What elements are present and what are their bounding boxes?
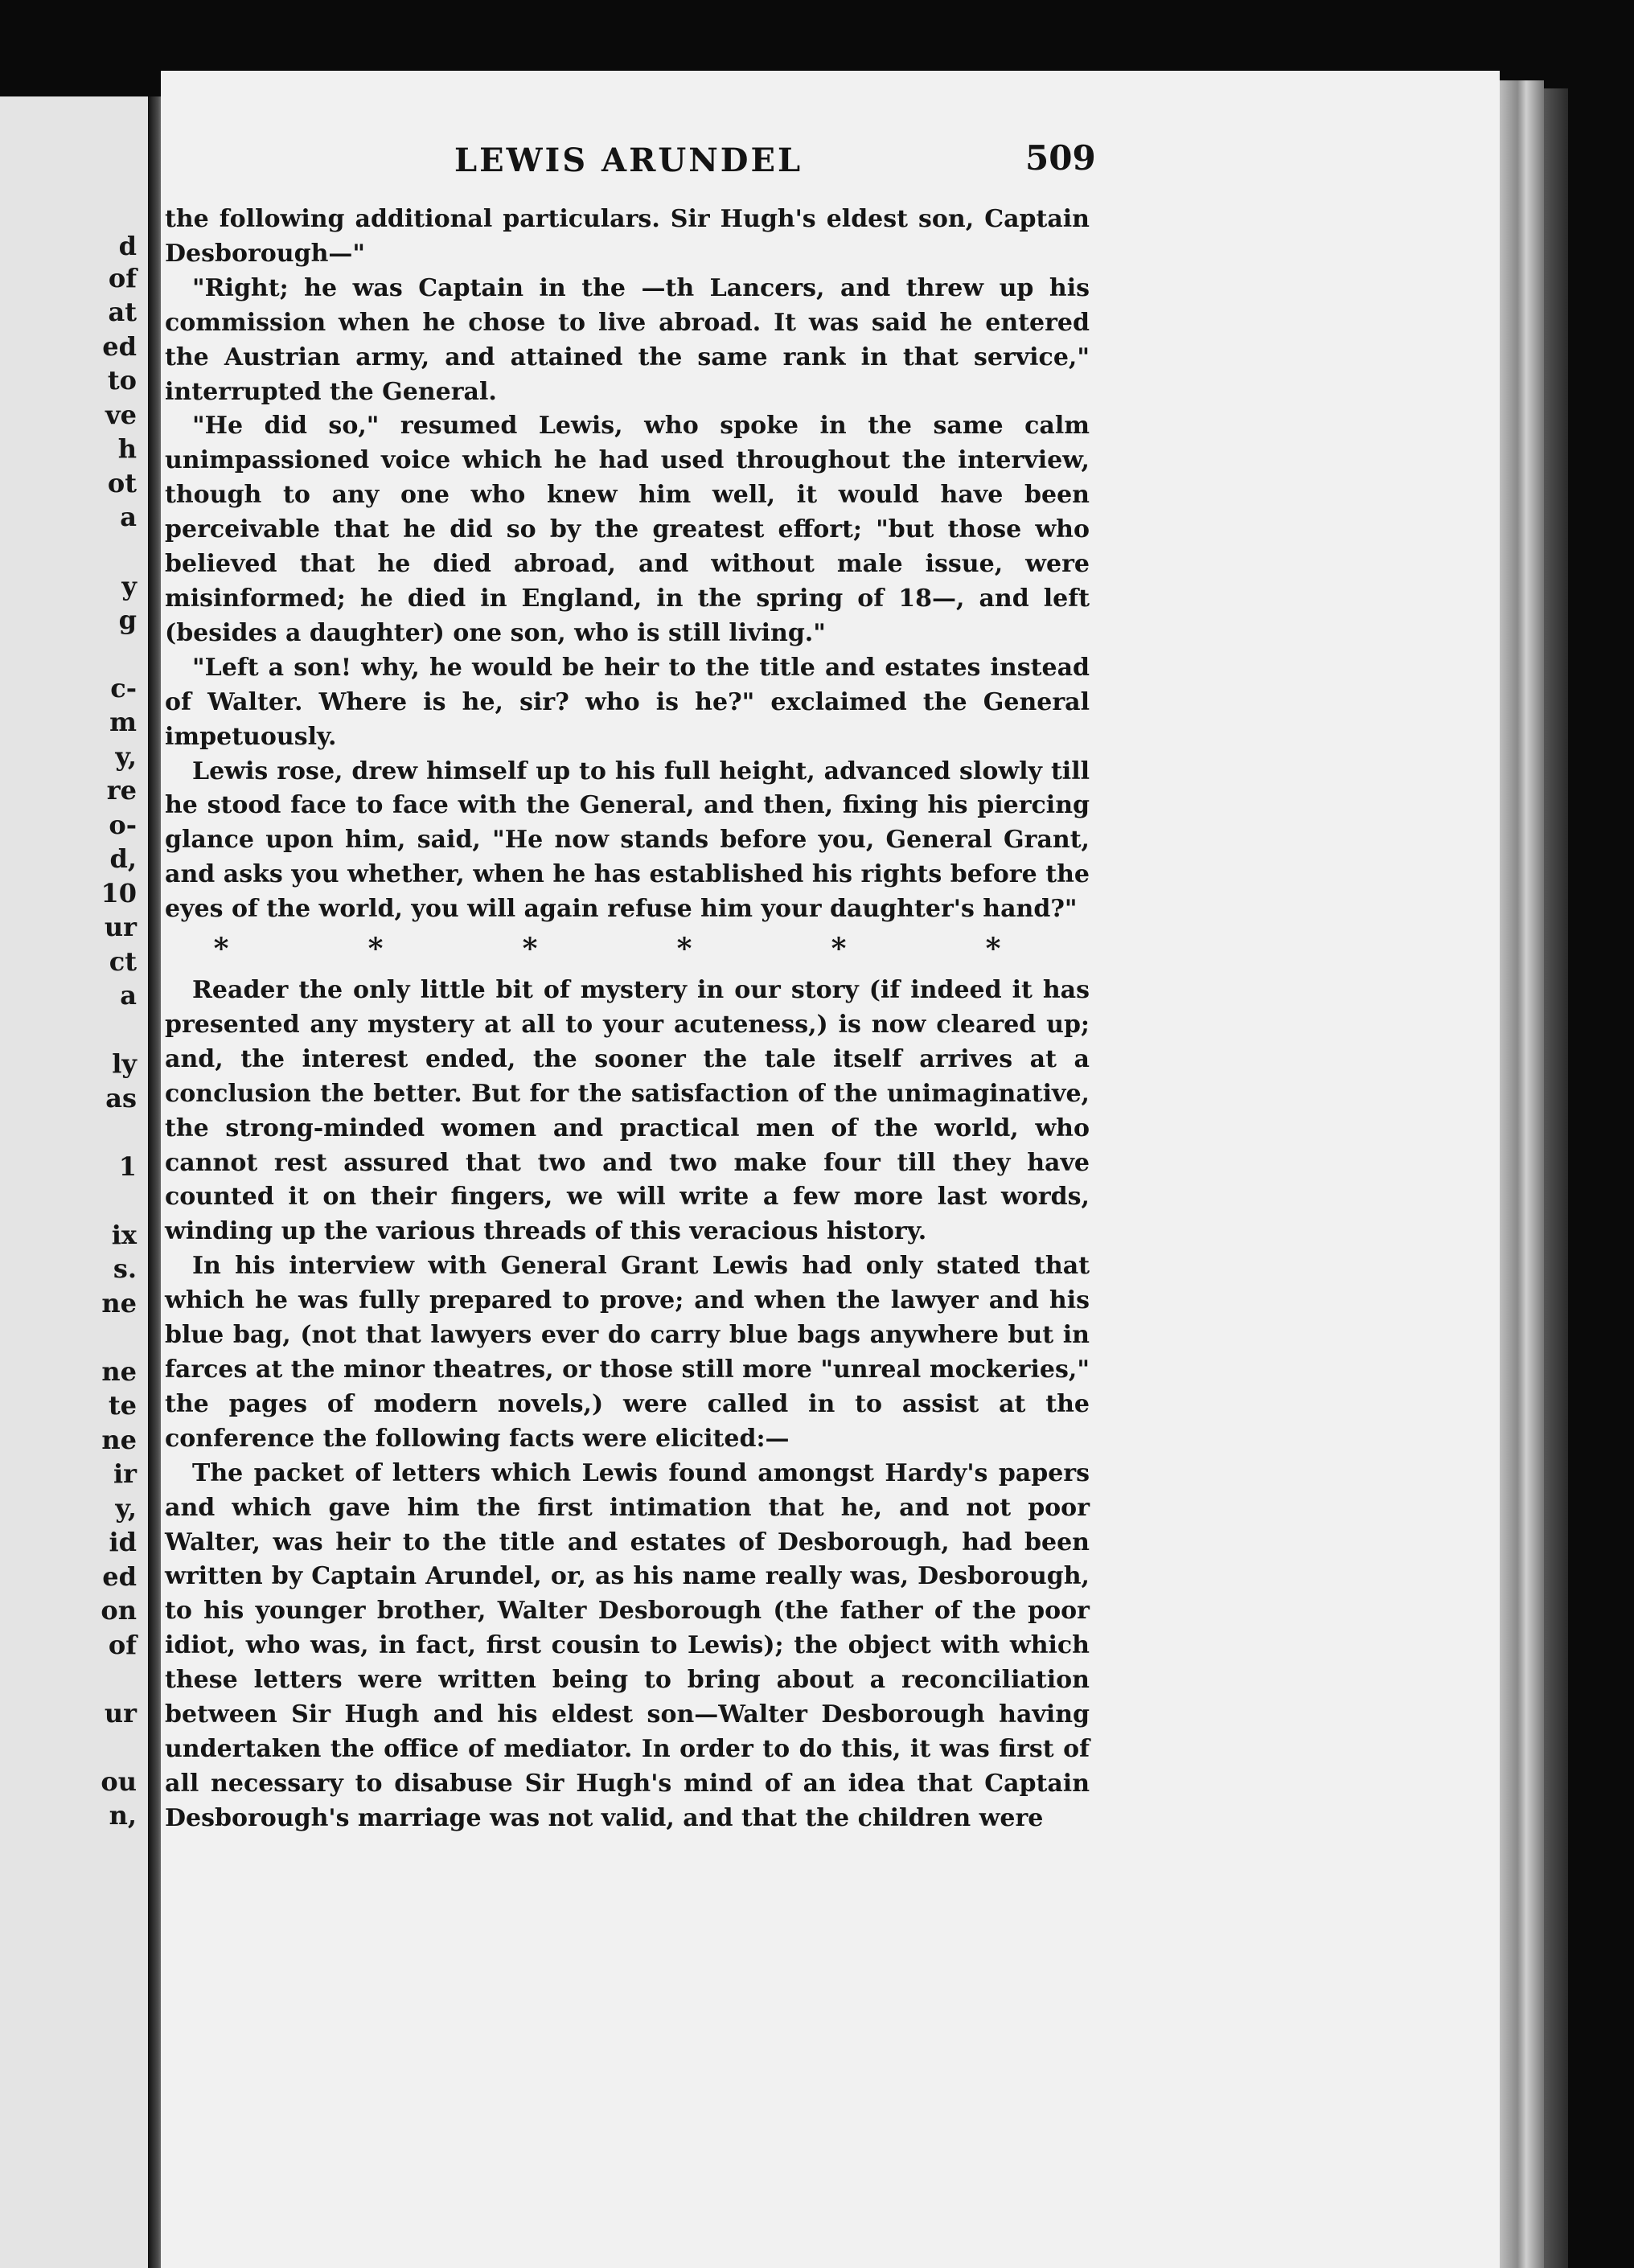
left-page-fragment: s. [113,1253,137,1284]
left-page-fragment: ne [101,1425,137,1455]
asterism: * [213,932,229,966]
left-page-fragment: ou [101,1766,137,1797]
left-page-fragment: ly [112,1048,137,1079]
left-page-fragment: of [108,263,137,293]
left-page-fragment: n, [109,1800,137,1831]
asterism: * [985,932,1001,966]
left-page-fragment: at [108,297,137,327]
left-page-fragment: ct [109,946,137,977]
section-break [213,932,1001,966]
paragraph-5: Lewis rose, drew himself up to his full height, advanced slowly till he stood face to face with the General, and then, fixing his piercing glance upon him, said, "He now stands before you, General Grant, and asks you whether, when he has established his rights before the eyes of the world, you will again refuse him your daughter's hand?" [165,757,1090,924]
paragraph-4: "Left a son! why, he would be heir to the title and estates instead of Walter. Where is he, sir? who is he?" exclaimed the General impetuously. [165,653,1090,751]
left-page-fragment: d, [109,843,137,874]
left-page-fragment: of [108,1630,137,1660]
left-page-fragment: y [121,571,137,601]
left-page-fragment: id [109,1527,137,1557]
left-page-fragment: 10 [101,878,137,908]
left-page-fragment: m [109,707,137,737]
asterism: * [522,932,538,966]
page-edge-stack [1500,80,1544,2268]
page-number: 509 [1025,138,1096,178]
left-page-fragment: on [101,1595,137,1626]
left-page-fragment: to [107,365,137,396]
left-page-fragment: d [118,231,137,261]
left-page-fragment: o- [109,810,137,840]
paragraph-8: The packet of letters which Lewis found amongst Hardy's papers and which gave him the first intimation that he, and not poor Walter, was heir to the title and estates of Desborough, had been written by Captain Arundel, or, as his name really was, Desborough, to his younger brother, Walter Desborough (the father of the poor idiot, who was, in fact, first cousin to Lewis); the object with which these letters were written being to bring about a reconciliation between Sir Hugh and his eldest son—Walter Desborough having undertaken the office of mediator. In order to do this, it was first of all necessary to disabuse Sir Hugh's mind of an idea that Captain Desborough's marriage was not valid, and that the children were [165,1458,1090,1832]
left-page-fragment: c- [110,673,137,703]
paragraph-3: "He did so," resumed Lewis, who spoke in the same calm unimpassioned voice which he had used throughout the interview, though to any one who knew him well, it would have been perceivable that he did so by the greatest effort; "but those who believed that he died abroad, and without male issue, were misinformed; he died in England, in the spring of 18—, and left (besides a daughter) one son, who is still living." [165,412,1090,647]
body-text [165,203,1090,1836]
paragraph-6: Reader the only little bit of mystery in our story (if indeed it has presented any mystery at all to your acuteness,) is now cleared up; and, the interest ended, the sooner the tale itself arrives at a conclusion the better. But for the satisfaction of the unimaginative, the strong-minded women and practical men of the world, who cannot rest assured that two and two make four till they have counted it on their fingers, we will write a few more last words, winding up the various threads of this veracious history. [165,976,1090,1246]
paragraph-7: In his interview with General Grant Lewis had only stated that which he was fully prepared to prove; and when the lawyer and his blue bag, (not that lawyers ever do carry blue bags anywhere but in farces at the minor theatres, or those still more "unreal mockeries," the pages of modern novels,) were called in to assist at the conference the following facts were elicited:— [165,1252,1090,1453]
left-page-fragment: ne [101,1356,137,1387]
left-page-fragment: 1 [118,1151,137,1182]
left-page-fragment: te [108,1390,137,1421]
left-page-fragment: re [106,775,137,806]
left-page-fragment: ot [107,468,137,498]
running-head: LEWIS ARUNDEL [454,141,803,179]
left-page-fragment: ve [105,400,137,430]
left-page-fragment: ix [111,1220,137,1250]
left-page-fragment: ed [102,331,137,362]
asterism: * [367,932,384,966]
left-facing-page [0,96,153,2268]
left-page-fragment: a [120,502,137,532]
left-page-fragment: h [117,433,137,464]
left-page-fragment: g [118,605,137,635]
left-page-fragment: ed [102,1561,137,1592]
left-page-fragment: ur [104,912,137,942]
left-page-fragment: ne [101,1288,137,1319]
left-page-fragment: ir [113,1458,137,1489]
book-cover-edge [1544,88,1568,2268]
paragraph-2: "Right; he was Captain in the —th Lancers, and threw up his commission when he chose to live abroad. It was said he entered the Austrian army, and attained the same rank in that service," interrupted the General. [165,273,1090,406]
paragraph-1: the following additional particulars. Sir Hugh's eldest son, Captain Desborough—" [165,205,1090,268]
left-page-fragment: as [105,1083,137,1113]
left-page-fragment: y, [115,741,137,772]
asterism: * [676,932,692,966]
left-page-fragment: ur [104,1698,137,1729]
left-page-fragment: a [120,980,137,1011]
asterism: * [831,932,847,966]
left-page-fragment: y, [115,1493,137,1524]
